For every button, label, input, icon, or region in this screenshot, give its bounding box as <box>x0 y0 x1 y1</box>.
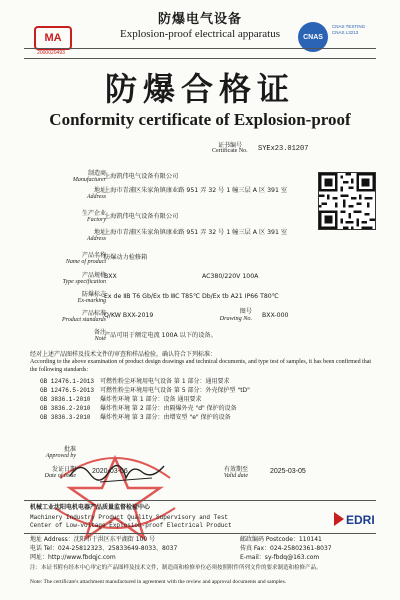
cnas-logo-caption: CNAS TESTING CNAS L3213 <box>332 24 366 35</box>
manufacturer-value: 上海凯伟电气设备有限公司 <box>104 173 179 180</box>
footer-rule-2 <box>24 533 376 534</box>
issuer-tel: 电话 Tel：024-25812323、25833649-8033、8037 <box>30 545 178 552</box>
product-name-label: 产品名称 Name of product <box>65 252 106 265</box>
factory-value: 上海凯伟电气设备有限公司 <box>104 213 179 220</box>
header-title-cn: 防爆电气设备 <box>157 12 242 27</box>
type-spec-rating: AC380/220V 100A <box>202 273 259 280</box>
cert-no-label-en: Certificate No. <box>212 148 248 154</box>
certificate-title-cn: 防爆合格证 <box>104 70 295 108</box>
issuer-address: 地址 Address：沈阳市于洪区东平湖街 100 号 <box>30 536 156 543</box>
standard-row: GB 12476.5-2013 可燃性粉尘环境用电气设备 第 5 部分：外壳保护型 "tD" <box>40 387 250 394</box>
issuer-name-cn: 机械工业沈阳电机电器产品质量监督检验中心 <box>30 504 151 511</box>
intro-text-cn: 经对上述产品图样及技术文件的审查和样品检验，确认符合下列标准： <box>30 351 217 358</box>
approved-label: 批准 Approved by <box>45 446 76 459</box>
ma-logo: MA <box>34 26 72 50</box>
note-value: 产品可用于额定电流 100A 以下的设备。 <box>104 332 217 339</box>
issuer-website: 网址：http://www.fbdqjc.com <box>30 554 116 561</box>
drawing-no-label: 图号 Drawing No. <box>219 308 252 322</box>
product-standards-label: 产品标准 Product standards <box>61 310 106 323</box>
product-name-value: 防爆动力检修箱 <box>104 254 148 261</box>
type-spec-label: 产品规格 Type specification <box>62 272 106 285</box>
svg-text:EDRI: EDRI <box>346 513 375 527</box>
manufacturer-address-label: 地址 Address <box>86 187 106 200</box>
factory-address-value: 上海市青浦区朱家角镇康业路 951 弄 32 号 1 幢三层 A 区 391 室 <box>104 229 288 236</box>
cert-no-value: SYEx23.01207 <box>258 145 309 153</box>
drawing-no-value: BXX-000 <box>262 312 289 319</box>
factory-address-label: 地址 Address <box>86 229 106 242</box>
footer-note-cn: 注：本证书附有经本中心审定的产品图样及技术文件，制造商和检修单位必须按照附件所列文件的要求制造和检修产品。 <box>30 565 322 571</box>
note-label: 备注 Note <box>93 329 106 342</box>
qr-code <box>318 172 376 230</box>
valid-date-label: 有效期至 Valid date <box>223 466 248 479</box>
issuer-email: E-mail：sy-fbdq@163.com <box>240 554 320 561</box>
issuer-fax: 传真 Fax：024-25802361-8037 <box>240 545 332 552</box>
standard-row: GB 3836.1-2010 爆炸性环境 第 1 部分：设备 通用要求 <box>40 396 202 403</box>
cnas-logo: CNAS <box>298 22 328 52</box>
issuer-name-en-1: Machinery Industry Product Quality Supervisory and Test <box>30 514 229 521</box>
footer-rule <box>24 500 376 501</box>
edri-logo <box>330 508 376 530</box>
header-title-en: Explosion-proof electrical apparatus <box>119 28 281 40</box>
type-spec-value: BXX <box>104 273 117 280</box>
factory-label: 生产企业 Factory <box>81 210 106 223</box>
standard-row: GB 12476.1-2013 可燃性粉尘环境用电气设备 第 1 部分：通用要求 <box>40 378 230 385</box>
manufacturer-address-value: 上海市青浦区朱家角镇康业路 951 弄 32 号 1 幢三层 A 区 391 室 <box>104 187 288 194</box>
standard-row: GB 3836.3-2010 爆炸性环境 第 3 部分：由增安型 "e" 保护的设备 <box>40 414 231 421</box>
product-standards-value: Q/KW BXX-2019 <box>104 312 154 319</box>
issuer-postcode: 邮政编码 Postcode：110141 <box>240 536 322 543</box>
header-rule <box>24 48 376 49</box>
issuer-name-en-2: Center of Low-voltage Explosion-proof Electrical Product <box>30 522 232 529</box>
issue-date-value: 2020-03-06 <box>92 468 128 475</box>
ex-marking-label: 防爆标志 Ex-marking <box>77 291 106 304</box>
ma-logo-number: 2000020493 <box>37 50 65 56</box>
ex-marking-value: Ex de ⅡB T6 Gb/Ex tb ⅢC T85℃ Db/Ex tb A21 IP66 T80℃ <box>104 293 279 300</box>
issue-date-label: 发证日期 Date of issue <box>44 466 76 479</box>
cert-no-label-cn: 证书编号 <box>218 142 243 149</box>
standard-row: GB 3836.2-2010 爆炸性环境 第 2 部分：由隔爆外壳 "d" 保护的设备 <box>40 405 237 412</box>
valid-date-value: 2025-03-05 <box>270 468 306 475</box>
certificate-title-en: Conformity certificate of Explosion-proof <box>49 110 351 129</box>
intro-text-en: According to the above examination of product design drawings and technical documents, and type test of samples, it has been confirmed that the following standards: <box>30 359 372 373</box>
footer-note-en: Note: The certificate's attachment manufactured in agreement with the review and approval documents and samples. <box>30 579 287 585</box>
manufacturer-label: 制造商 Manufacturer <box>72 170 106 183</box>
header-rule-2 <box>24 58 376 59</box>
